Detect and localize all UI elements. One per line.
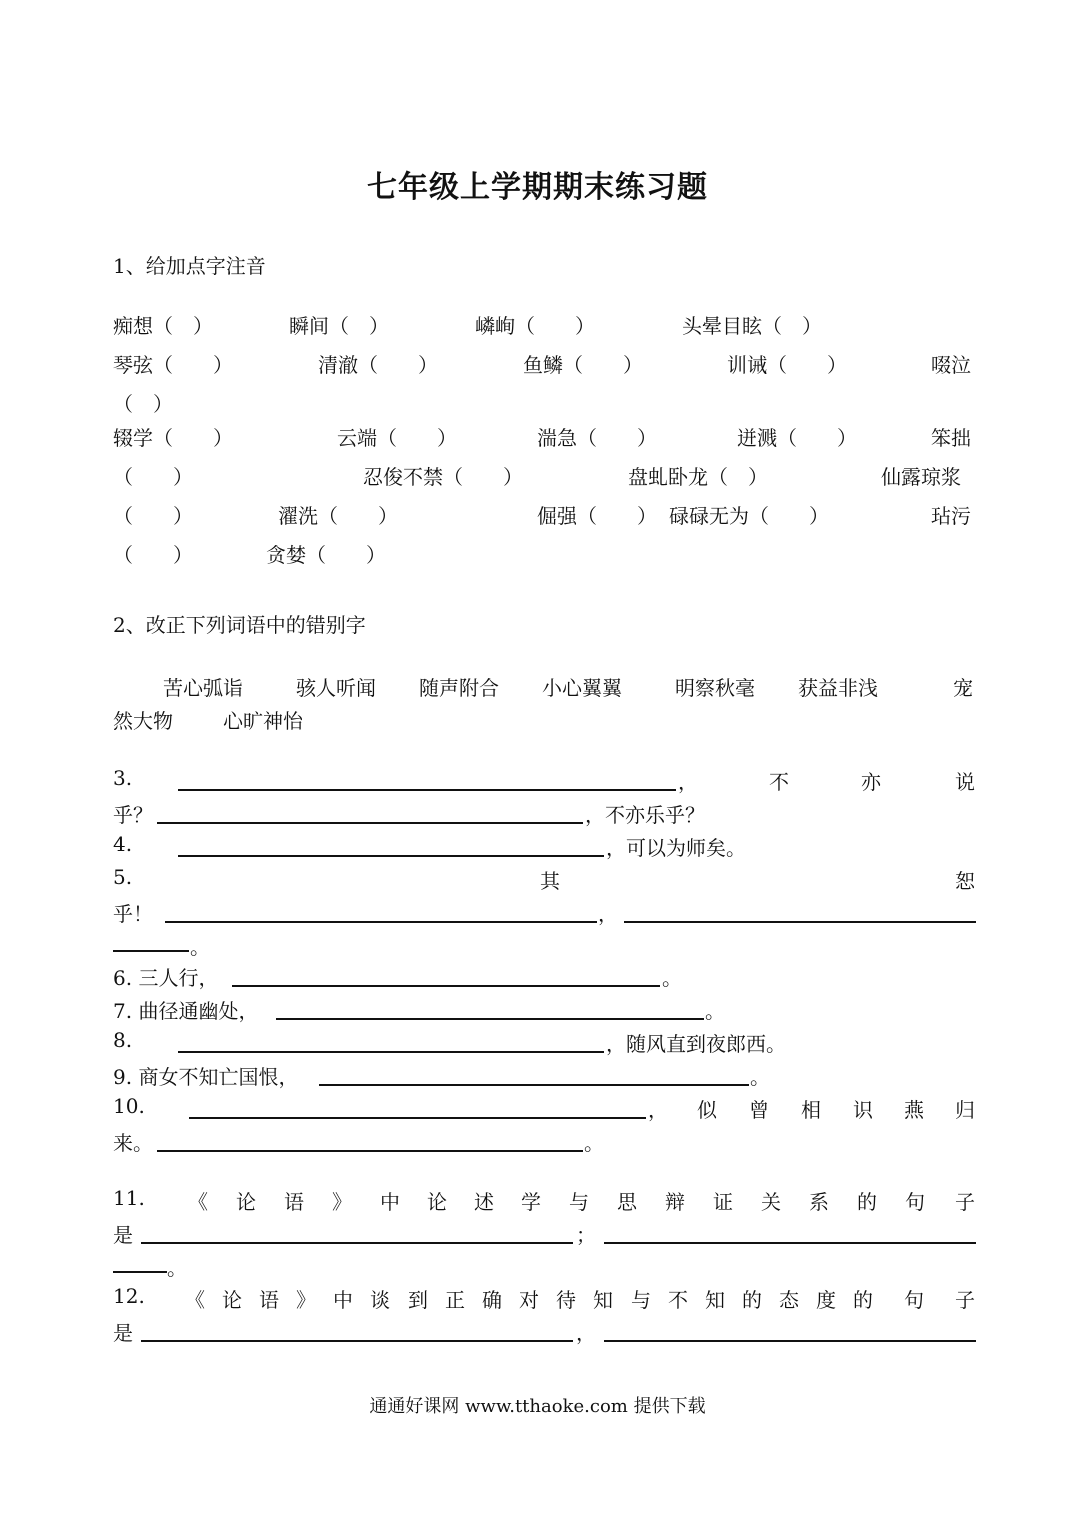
q11-word: 中 [380,1190,400,1214]
q9-blank[interactable] [319,1064,749,1086]
q12-word: 度 [816,1288,836,1312]
pinyin-item: 痴想（ ） [113,314,213,338]
pinyin-row [113,500,975,539]
q3-text: 说 [955,770,975,794]
pinyin-item: 头晕目眩（ ） [682,314,822,338]
q10-word: 似 [697,1098,717,1122]
q11-word: 证 [713,1190,733,1214]
pinyin-row [113,310,975,349]
q8-number: 8. [113,1028,133,1052]
pinyin-item: 倔强（ ） [537,504,657,528]
q5-number: 5. [113,865,133,889]
typo-word: 随声附合 [419,676,499,700]
q10-text: 。 [584,1131,604,1155]
q11-word: 《 [188,1190,208,1214]
q11-word: 句 [905,1190,925,1214]
q11-blank-2[interactable] [604,1222,976,1244]
q12-word: 正 [445,1288,465,1312]
pinyin-item: 辍学（ ） [113,426,233,450]
q12-text: 是 [113,1321,133,1345]
q12-word: 》 [296,1288,316,1312]
pinyin-item: （ ） [113,543,193,567]
q3-text: ，不亦乐乎？ [585,803,705,827]
q11-word: 与 [569,1190,589,1214]
pinyin-item: 啜泣 [931,353,971,377]
q3-text: 不 [769,770,789,794]
q10-word: 识 [853,1098,873,1122]
q11-word: 思 [617,1190,637,1214]
q5-text: ， [598,902,618,926]
q11-word: 语 [284,1190,304,1214]
q4-blank[interactable] [178,835,604,857]
q12-word: 论 [222,1288,242,1312]
q5-text: 其 [540,869,560,893]
section1-heading: 1、给加点字注音 [113,254,266,278]
typo-row [113,705,975,738]
q5-text: 乎！ [113,902,153,926]
q12-word: 确 [482,1288,502,1312]
q7-text: 。 [705,999,725,1023]
typo-word: 心旷神怡 [223,709,303,733]
page-title: 七年级上学期期末练习题 [367,170,708,205]
pinyin-item: 鱼鳞（ ） [523,353,643,377]
q12-word: 知 [593,1288,613,1312]
q11-word: 论 [427,1190,447,1214]
q4-text: ，可以为师矣。 [606,836,746,860]
q11-word: 述 [474,1190,494,1214]
pinyin-item: （ ） [113,465,193,489]
q8-blank[interactable] [178,1031,604,1053]
q12-word: 语 [259,1288,279,1312]
q12-word: 的 [853,1288,873,1312]
pinyin-item: 贪婪（ ） [266,543,386,567]
pinyin-item: 琴弦（ ） [113,353,233,377]
pinyin-row [113,461,975,500]
section2-heading: 2、改正下列词语中的错别字 [113,613,366,637]
q11-blank-3[interactable] [113,1251,167,1273]
typo-word: 宠 [953,676,973,700]
typo-word: 骇人听闻 [296,676,376,700]
q11-word: 关 [761,1190,781,1214]
pinyin-row [113,422,975,461]
pinyin-item: （ ） [113,504,193,528]
q10-text: 来。 [113,1131,153,1155]
q7-blank[interactable] [276,998,704,1020]
pinyin-item: 玷污 [931,504,971,528]
q5-blank-3[interactable] [113,930,189,952]
pinyin-item: 训诫（ ） [727,353,847,377]
pinyin-item: （ ） [113,392,173,416]
q12-word: 的 [742,1288,762,1312]
pinyin-item: 云端（ ） [337,426,457,450]
q10-word: 归 [955,1098,975,1122]
q12-word: 句 [904,1288,924,1312]
q8-text: ，随风直到夜郎西。 [606,1032,786,1056]
pinyin-row [113,349,975,388]
q10-blank-2[interactable] [157,1130,583,1152]
pinyin-section [113,310,975,578]
pinyin-item: 湍急（ ） [537,426,657,450]
q5-blank-2[interactable] [624,901,976,923]
q12-number: 12. [113,1284,145,1308]
pinyin-item: 嶙峋（ ） [475,314,595,338]
q12-word: 知 [705,1288,725,1312]
pinyin-item: 清澈（ ） [318,353,438,377]
q6-text: 6. 三人行， [113,966,219,990]
q12-blank-1[interactable] [141,1320,573,1342]
pinyin-item: 笨拙 [931,426,971,450]
typo-word: 然大物 [113,709,173,733]
typo-row [113,672,975,705]
typo-word: 获益非浅 [798,676,878,700]
pinyin-item: 盘虬卧龙（ ） [628,465,768,489]
q12-word: 态 [779,1288,799,1312]
typo-section [113,672,975,738]
q3-text: ， [678,770,698,794]
q3-number: 3. [113,766,133,790]
pinyin-item: 迸溅（ ） [737,426,857,450]
q5-text: 恕 [955,869,975,893]
q11-text: 。 [167,1256,187,1280]
q12-word: 待 [556,1288,576,1312]
q11-text: ； [576,1223,596,1247]
q3-blank-1[interactable] [178,769,676,791]
q12-word: 《 [185,1288,205,1312]
q3-text: 乎？ [113,803,153,827]
q12-word: 与 [631,1288,651,1312]
q9-text: 9. 商女不知亡国恨， [113,1065,299,1089]
q11-word: 辩 [665,1190,685,1214]
q9-text: 。 [750,1065,770,1089]
typo-word: 小心翼翼 [542,676,622,700]
pinyin-item: 仙露琼浆 [881,465,961,489]
q11-word: 的 [857,1190,877,1214]
q12-text: ， [576,1321,596,1345]
q5-blank-1[interactable] [165,901,597,923]
q12-word: 子 [955,1288,975,1312]
q3-text: 亦 [861,770,881,794]
q12-word: 谈 [370,1288,390,1312]
pinyin-row [113,388,975,422]
q10-text: ， [648,1098,668,1122]
pinyin-item: 瞬间（ ） [289,314,389,338]
q10-number: 10. [113,1094,145,1118]
pinyin-item: 碌碌无为（ ） [669,504,829,528]
q11-text: 是 [113,1223,133,1247]
typo-word: 苦心弧诣 [163,676,243,700]
q12-word: 中 [333,1288,353,1312]
q12-word: 对 [519,1288,539,1312]
q12-word: 不 [668,1288,688,1312]
q10-blank-1[interactable] [189,1097,646,1119]
q10-word: 燕 [904,1098,924,1122]
q6-text: 。 [662,966,682,990]
q11-word: 子 [955,1190,975,1214]
q11-word: 系 [809,1190,829,1214]
footer-credit: 通通好课网 www.tthaoke.com 提供下载 [369,1396,706,1417]
typo-word: 明察秋毫 [675,676,755,700]
q4-number: 4. [113,832,133,856]
q11-word: 》 [332,1190,352,1214]
pinyin-row [113,539,975,578]
q12-blank-2[interactable] [604,1320,976,1342]
q7-text: 7. 曲径通幽处， [113,999,259,1023]
q6-blank[interactable] [232,965,660,987]
q5-text: 。 [190,935,210,959]
q11-word: 论 [236,1190,256,1214]
q10-word: 曾 [749,1098,769,1122]
q10-word: 相 [801,1098,821,1122]
pinyin-item: 忍俊不禁（ ） [363,465,523,489]
q11-word: 学 [521,1190,541,1214]
q3-blank-2[interactable] [157,802,583,824]
q11-number: 11. [113,1186,145,1210]
q12-word: 到 [408,1288,428,1312]
pinyin-item: 濯洗（ ） [278,504,398,528]
q11-blank-1[interactable] [141,1222,573,1244]
